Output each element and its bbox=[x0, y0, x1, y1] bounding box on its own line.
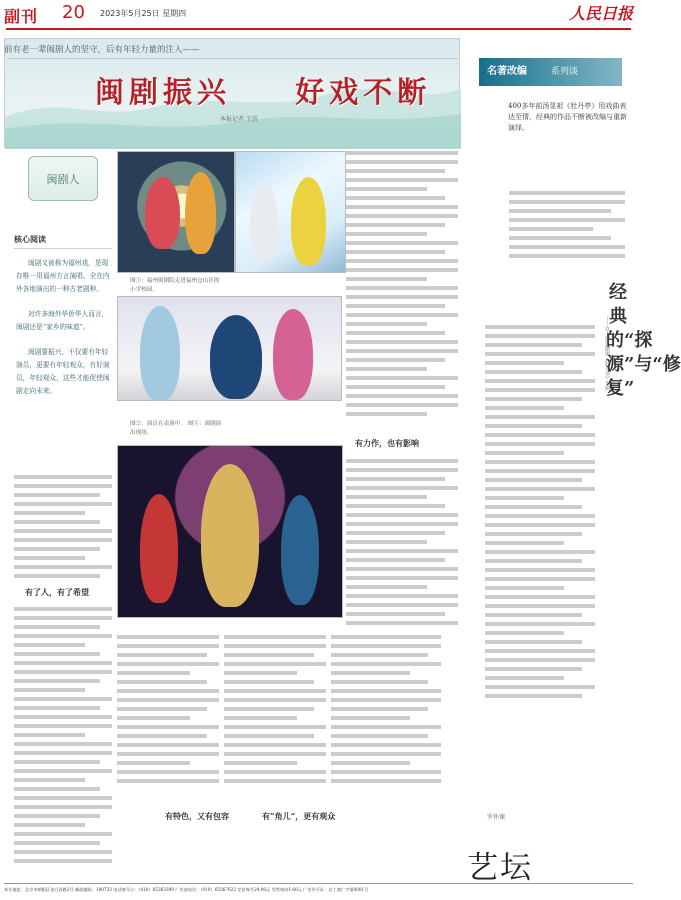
core-reading-title: 核心阅读 bbox=[14, 234, 46, 244]
column-label: 名著改编 bbox=[487, 66, 527, 77]
performer-figure bbox=[291, 177, 326, 266]
performer-figure bbox=[185, 172, 216, 254]
opera-photo-students bbox=[117, 151, 235, 273]
opera-photo-performance bbox=[235, 151, 346, 273]
feature-headline bbox=[95, 70, 431, 111]
performer-figure bbox=[201, 464, 259, 607]
commentary-author: 罗怀臻 bbox=[487, 814, 506, 821]
article-column bbox=[346, 454, 458, 630]
opera-photo-stage bbox=[117, 445, 343, 618]
article-column bbox=[346, 146, 458, 426]
article-column bbox=[117, 630, 219, 800]
core-reading-paragraph: 闽剧要振兴，不仅要有年轻演员，更要有年轻观众，有好演员，年轻观众，这些才能促使闽剧走向未来。 bbox=[16, 348, 110, 395]
page-number: 20 bbox=[62, 2, 85, 23]
headline-part-2: 好戏不断 bbox=[295, 75, 432, 109]
headline-rule bbox=[8, 58, 458, 59]
core-reading-rule bbox=[14, 248, 112, 249]
opera-stamp: 闽剧人 bbox=[28, 156, 98, 201]
subhead: 有“角儿”，更有观众 bbox=[262, 811, 336, 821]
photo-caption: 图②：演员在表演中。 图③：闽剧演出现场。 bbox=[130, 421, 222, 436]
newspaper-logo: 人民日报 bbox=[568, 4, 633, 23]
date-line: 2023年5月25日 星期四 bbox=[100, 9, 187, 18]
commentary-deck: 400多年前汤显祖《牡丹亭》用戏曲表达至情，经典的作品不断被改编与重新演绎。 bbox=[508, 102, 627, 132]
subhead: 有力作，也有影响 bbox=[355, 438, 419, 448]
headline-part-1: 闽剧振兴 bbox=[95, 75, 232, 109]
headline-spacer bbox=[246, 75, 280, 109]
photo-caption: 图①：福州闽剧院走进福州仓山区的小学校园。 bbox=[130, 278, 220, 293]
performer-figure bbox=[281, 495, 319, 605]
performer-figure bbox=[273, 309, 313, 400]
core-reading-paragraph: 闽剧又被称为福州戏，是现存唯一用福州方言演唱、全在内外各地演出的一种古老剧种。 bbox=[16, 259, 110, 293]
opera-photo-actors bbox=[117, 296, 342, 401]
commentary-column bbox=[485, 320, 595, 780]
section-title: 副刊 bbox=[4, 7, 39, 26]
series-label-box bbox=[479, 58, 622, 86]
performer-figure bbox=[145, 177, 180, 249]
performer-figure bbox=[250, 183, 278, 261]
article-column bbox=[14, 470, 112, 582]
feature-kicker: 前有老一辈闽剧人的坚守，后有年轻力量的注入—— bbox=[4, 45, 200, 55]
performer-figure bbox=[140, 306, 180, 401]
article-column bbox=[331, 630, 441, 800]
commentary-column bbox=[509, 186, 625, 276]
article-column bbox=[224, 630, 326, 800]
arts-section-mark: 艺坛 bbox=[467, 850, 533, 886]
article-column bbox=[14, 602, 112, 877]
performer-figure bbox=[210, 315, 262, 399]
performer-figure bbox=[140, 494, 178, 603]
newspaper-footer: 本社地址：北京市朝阳区金台西路2号 邮政编码：100733 电话查号台：（010）65363399 广告部电话：（010）65367622 定价每月24.00元 零售每份1.60元 广告许可证：京工商广字第0001号 bbox=[4, 883, 633, 896]
series-label: 系列谈 bbox=[551, 67, 579, 77]
subhead: 有特色，又有包容 bbox=[165, 811, 229, 821]
core-reading bbox=[16, 257, 112, 410]
core-reading-paragraph: 对许多海外华侨华人而言，闽剧还是“家乡的味道”。 bbox=[16, 310, 109, 331]
commentary-title: 经典的“探源”与“修复” bbox=[606, 282, 681, 399]
commentary-subtitle: ——以上海昆剧团《牡丹亭》为例 bbox=[604, 316, 610, 391]
feature-byline: 本报记者 王崇 bbox=[220, 116, 258, 123]
subhead: 有了人，有了希望 bbox=[25, 587, 89, 597]
